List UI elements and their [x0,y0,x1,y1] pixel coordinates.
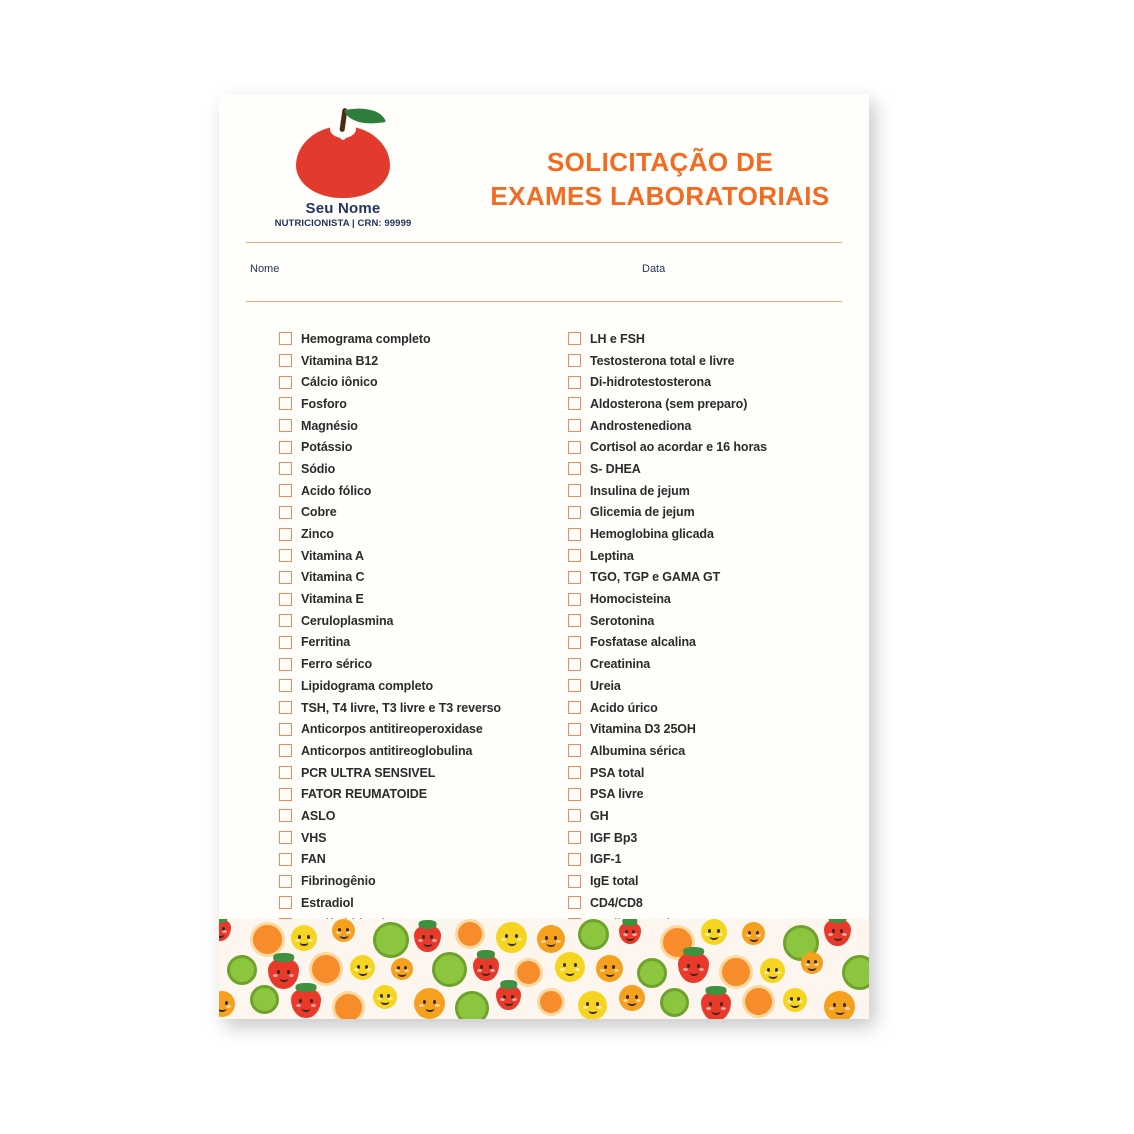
checkbox-icon[interactable] [568,506,581,519]
exam-column-left [279,328,550,935]
checkbox-icon[interactable] [568,723,581,736]
list-item[interactable] [279,545,550,567]
orange-slice-icon [250,922,285,957]
exam-label: PSA livre [590,787,644,802]
checkbox-icon[interactable] [568,896,581,909]
exam-label: FAN [301,852,326,867]
exam-label: Ferritina [301,635,351,650]
exam-column-right [550,328,839,935]
exam-label: Anticorpos antitireoperoxidase [301,722,483,737]
checkbox-icon[interactable] [568,853,581,866]
practitioner-name: Seu Nome [305,200,381,217]
checkbox-icon[interactable] [568,875,581,888]
orange-slice-icon [719,955,753,989]
lemon-icon [496,922,527,953]
kiwi-icon [373,922,409,958]
list-item[interactable] [279,653,550,675]
checkbox-icon[interactable] [279,723,292,736]
checkbox-icon[interactable] [279,506,292,519]
exam-label: Vitamina C [301,570,365,585]
list-item[interactable] [279,458,550,480]
list-item[interactable] [568,502,839,524]
checkbox-icon[interactable] [568,332,581,345]
lemon-icon [350,955,375,980]
checkbox-icon[interactable] [568,614,581,627]
exam-label: Ureia [590,678,621,693]
exam-label: Vitamina A [301,548,364,563]
lemon-icon [291,925,317,951]
list-item[interactable] [279,350,550,372]
exam-label: Fosfatase alcalina [590,635,696,650]
name-field-label: Nome [250,263,280,275]
list-item[interactable] [279,632,550,654]
exam-label: Anticorpos antitireoglobulina [301,743,473,758]
list-item[interactable] [568,567,839,589]
orange-icon [414,988,445,1019]
list-item[interactable] [279,393,550,415]
exam-label: IGF Bp3 [590,830,638,845]
list-item[interactable] [568,870,839,892]
checkbox-icon[interactable] [568,658,581,671]
list-item[interactable] [568,827,839,849]
exam-label: LH e FSH [590,331,645,346]
list-item[interactable] [568,545,839,567]
checkbox-icon[interactable] [568,397,581,410]
list-item[interactable] [279,783,550,805]
checkbox-icon[interactable] [279,593,292,606]
fruit-pattern-footer [219,919,869,1019]
strawberry-icon [291,988,321,1018]
checkbox-icon[interactable] [568,766,581,779]
exam-label: Sódio [301,461,336,476]
document-header [219,94,869,242]
exam-label: Cobre [301,505,337,520]
list-item[interactable] [279,415,550,437]
exam-label: Zinco [301,527,334,542]
orange-icon [824,991,855,1019]
list-item[interactable] [568,415,839,437]
checkbox-icon[interactable] [279,462,292,475]
checkbox-icon[interactable] [279,419,292,432]
checkbox-icon[interactable] [568,419,581,432]
checkbox-icon[interactable] [279,831,292,844]
list-item[interactable] [279,740,550,762]
date-field-label: Data [642,263,666,275]
exam-label: Cortisol ao acordar e 16 horas [590,440,767,455]
kiwi-icon [842,955,869,990]
checkbox-icon[interactable] [279,614,292,627]
checkbox-icon[interactable] [279,528,292,541]
checkbox-icon[interactable] [279,441,292,454]
list-item[interactable] [279,588,550,610]
strawberry-icon [219,919,231,941]
exam-label: Ferro sérico [301,657,373,672]
list-item[interactable] [568,849,839,871]
list-item[interactable] [568,393,839,415]
exam-label: S- DHEA [590,461,641,476]
exam-label: VHS [301,830,327,845]
checkbox-icon[interactable] [279,658,292,671]
exam-label: Acido úrico [590,700,658,715]
checkbox-icon[interactable] [568,376,581,389]
apple-icon [278,102,408,198]
list-item[interactable] [279,675,550,697]
kiwi-icon [432,952,467,987]
checkbox-icon[interactable] [568,571,581,584]
checkbox-icon[interactable] [568,701,581,714]
checkbox-icon[interactable] [279,549,292,562]
orange-icon [391,958,413,980]
checkbox-icon[interactable] [279,484,292,497]
strawberry-icon [414,925,441,952]
exam-label: Fibrinogênio [301,874,376,889]
exam-label: Estradiol [301,895,354,910]
exam-label: Ceruloplasmina [301,613,394,628]
strawberry-icon [268,958,299,989]
orange-slice-icon [537,988,565,1016]
lemon-icon [373,985,397,1009]
checkbox-icon[interactable] [279,766,292,779]
lemon-icon [760,958,785,983]
list-item[interactable] [568,523,839,545]
exam-label: Aldosterona (sem preparo) [590,396,748,411]
page-title [467,146,853,214]
list-item[interactable] [279,849,550,871]
orange-slice-icon [332,991,365,1019]
list-item[interactable] [279,805,550,827]
orange-icon [332,919,355,942]
list-item[interactable] [568,588,839,610]
list-item[interactable] [568,697,839,719]
list-item[interactable] [279,480,550,502]
checkbox-icon[interactable] [279,701,292,714]
checkbox-icon[interactable] [279,332,292,345]
strawberry-icon [496,985,521,1010]
exam-label: Glicemia de jejum [590,505,695,520]
strawberry-icon [473,955,499,981]
exam-label: Lipidograma completo [301,678,434,693]
practitioner-credentials: NUTRICIONISTA | CRN: 99999 [274,218,412,229]
list-item[interactable] [568,783,839,805]
list-item[interactable] [568,632,839,654]
checkbox-icon[interactable] [568,354,581,367]
exam-label: Hemoglobina glicada [590,527,714,542]
checkbox-icon[interactable] [568,809,581,822]
patient-fields [246,242,842,302]
checkbox-icon[interactable] [568,636,581,649]
exam-label: PCR ULTRA SENSIVEL [301,765,436,780]
list-item[interactable] [568,805,839,827]
exam-label: Cálcio iônico [301,375,378,390]
exam-label: Fosforo [301,396,347,411]
exam-label: Vitamina E [301,592,364,607]
logo-block [243,102,443,229]
lemon-icon [578,991,607,1019]
checkbox-icon[interactable] [568,744,581,757]
strawberry-icon [701,991,731,1019]
checkbox-icon[interactable] [279,354,292,367]
exam-label: Vitamina B12 [301,353,379,368]
exam-label: Insulina de jejum [590,483,690,498]
checkbox-icon[interactable] [279,896,292,909]
list-item[interactable] [568,480,839,502]
list-item[interactable] [568,328,839,350]
list-item[interactable] [279,328,550,350]
exam-label: TGO, TGP e GAMA GT [590,570,721,585]
kiwi-icon [578,919,609,950]
page-title-line2: EXAMES LABORATORIAIS [490,180,830,211]
exam-label: Potássio [301,440,353,455]
list-item[interactable] [568,740,839,762]
checkbox-icon[interactable] [279,853,292,866]
list-item[interactable] [279,610,550,632]
list-item[interactable] [279,502,550,524]
kiwi-icon [660,988,689,1017]
list-item[interactable] [568,458,839,480]
exam-label: Creatinina [590,657,651,672]
exam-label: Androstenediona [590,418,692,433]
exam-label: FATOR REUMATOIDE [301,787,427,802]
checkbox-icon[interactable] [568,831,581,844]
orange-slice-icon [742,985,775,1018]
list-item[interactable] [279,523,550,545]
list-item[interactable] [279,827,550,849]
checkbox-icon[interactable] [568,788,581,801]
page-title-line1: SOLICITAÇÃO DE [546,147,774,177]
exam-label: Vitamina D3 25OH [590,722,696,737]
checkbox-icon[interactable] [279,875,292,888]
exam-label: Di-hidrotestosterona [590,375,711,390]
kiwi-icon [455,991,489,1019]
orange-slice-icon [309,952,343,986]
checkbox-icon[interactable] [279,788,292,801]
list-item[interactable] [279,870,550,892]
exam-label: IGF-1 [590,852,622,867]
orange-icon [619,985,645,1011]
exam-label: Acido fólico [301,483,372,498]
exam-label: Serotonina [590,613,655,628]
orange-icon [596,955,623,982]
orange-icon [801,952,823,974]
list-item[interactable] [568,675,839,697]
lemon-icon [701,919,727,945]
strawberry-icon [678,952,709,983]
list-item[interactable] [568,718,839,740]
orange-icon [537,925,565,953]
checkbox-icon[interactable] [279,809,292,822]
strawberry-icon [619,922,641,944]
list-item[interactable] [568,653,839,675]
list-item[interactable] [568,762,839,784]
list-item[interactable] [279,436,550,458]
lemon-icon [555,952,585,982]
exam-label: PSA total [590,765,645,780]
exam-label: Homocisteina [590,592,671,607]
kiwi-icon [637,958,667,988]
exam-label: TSH, T4 livre, T3 livre e T3 reverso [301,700,501,715]
list-item[interactable] [568,371,839,393]
list-item[interactable] [568,436,839,458]
orange-slice-icon [455,919,485,949]
exam-checklist [219,328,869,935]
list-item[interactable] [279,697,550,719]
list-item[interactable] [568,892,839,914]
strawberry-icon [824,919,851,946]
exam-label: Magnésio [301,418,358,433]
exam-label: GH [590,808,609,823]
checkbox-icon[interactable] [568,549,581,562]
checkbox-icon[interactable] [568,593,581,606]
checkbox-icon[interactable] [568,441,581,454]
exam-label: Albumina sérica [590,743,686,758]
exam-label: IgE total [590,874,639,889]
checkbox-icon[interactable] [279,397,292,410]
list-item[interactable] [279,567,550,589]
exam-label: Hemograma completo [301,331,431,346]
exam-label: Leptina [590,548,634,563]
checkbox-icon[interactable] [568,679,581,692]
orange-icon [219,991,235,1017]
exam-label: CD4/CD8 [590,895,643,910]
exam-label: ASLO [301,808,336,823]
checkbox-icon[interactable] [279,636,292,649]
checkbox-icon[interactable] [279,376,292,389]
kiwi-icon [250,985,279,1014]
checkbox-icon[interactable] [568,484,581,497]
list-item[interactable] [279,892,550,914]
list-item[interactable] [568,350,839,372]
list-item[interactable] [568,610,839,632]
exam-label: Testosterona total e livre [590,353,735,368]
checkbox-icon[interactable] [568,528,581,541]
lemon-icon [783,988,807,1012]
checkbox-icon[interactable] [279,744,292,757]
checkbox-icon[interactable] [279,679,292,692]
list-item[interactable] [279,371,550,393]
list-item[interactable] [279,718,550,740]
orange-slice-icon [514,958,543,987]
kiwi-icon [227,955,257,985]
checkbox-icon[interactable] [279,571,292,584]
checkbox-icon[interactable] [568,462,581,475]
orange-icon [742,922,765,945]
list-item[interactable] [279,762,550,784]
document-sheet [219,94,869,1019]
